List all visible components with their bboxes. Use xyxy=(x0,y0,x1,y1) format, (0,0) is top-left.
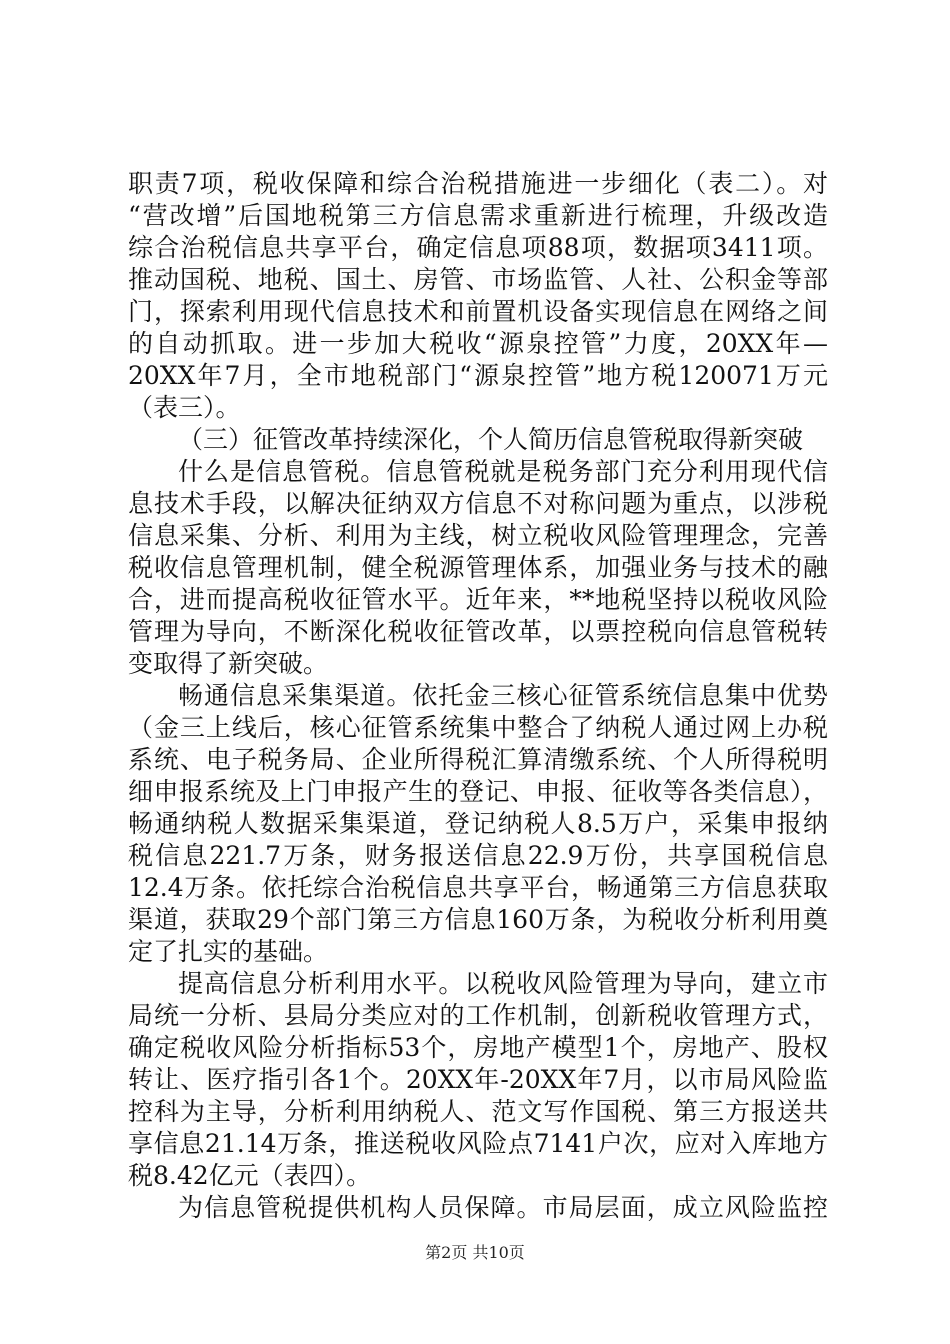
text-line: 12.4万条。依托综合治税信息共享平台，畅通第三方信息获取 xyxy=(128,873,828,902)
text-line: 细申报系统及上门申报产生的登记、申报、征收等各类信息）， xyxy=(128,777,828,806)
text-line: 为信息管税提供机构人员保障。市局层面，成立风险监控 xyxy=(178,1193,828,1222)
body-text xyxy=(128,168,828,1224)
text-line: 门，探索利用现代信息技术和前置机设备实现信息在网络之间 xyxy=(128,297,828,326)
text-line: 合，进而提高税收征管水平。近年来，**地税坚持以税收风险 xyxy=(128,585,828,614)
text-line: 系统、电子税务局、企业所得税汇算清缴系统、个人所得税明 xyxy=(128,745,828,774)
text-line: 转让、医疗指引各1个。20XX年-20XX年7月，以市局风险监 xyxy=(128,1065,828,1094)
text-line: 变取得了新突破。 xyxy=(128,649,329,678)
text-line: 渠道，获取29个部门第三方信息160万条，为税收分析利用奠 xyxy=(128,905,828,934)
text-line: “营改增”后国地税第三方信息需求重新进行梳理，升级改造 xyxy=(128,201,828,230)
text-line: 提高信息分析利用水平。以税收风险管理为导向，建立市 xyxy=(178,969,828,998)
text-line: 职责7项，税收保障和综合治税措施进一步细化（表二）。对 xyxy=(128,169,828,198)
page-footer: 第2页 共10页 xyxy=(425,1243,525,1262)
text-line: 息技术手段，以解决征纳双方信息不对称问题为重点，以涉税 xyxy=(128,489,828,518)
text-line: （金三上线后，核心征管系统集中整合了纳税人通过网上办税 xyxy=(128,713,828,742)
text-line: 定了扎实的基础。 xyxy=(128,937,329,966)
text-line: 信息采集、分析、利用为主线，树立税收风险管理理念，完善 xyxy=(128,521,828,550)
text-line: 享信息21.14万条，推送税收风险点7141户次，应对入库地方 xyxy=(128,1129,828,1158)
text-line: 控科为主导，分析利用纳税人、范文写作国税、第三方报送共 xyxy=(128,1097,828,1126)
text-line: 综合治税信息共享平台，确定信息项88项，数据项3411项。 xyxy=(128,233,828,262)
text-line: 税信息221.7万条，财务报送信息22.9万份，共享国税信息 xyxy=(128,841,828,870)
text-line: 推动国税、地税、国土、房管、市场监管、人社、公积金等部 xyxy=(128,265,828,294)
text-line: 税收信息管理机制，健全税源管理体系，加强业务与技术的融 xyxy=(128,553,828,582)
section-heading: （三）征管改革持续深化，个人简历信息管税取得新突破 xyxy=(178,425,804,454)
text-line: 畅通信息采集渠道。依托金三核心征管系统信息集中优势 xyxy=(178,681,828,710)
text-line: 局统一分析、县局分类应对的工作机制，创新税收管理方式， xyxy=(128,1001,828,1030)
text-line: 20XX年7月，全市地税部门“源泉控管”地方税120071万元 xyxy=(128,361,828,390)
text-line: 税8.42亿元（表四）。 xyxy=(128,1161,372,1190)
text-line: 畅通纳税人数据采集渠道，登记纳税人8.5万户，采集申报纳 xyxy=(128,809,828,838)
text-line: 什么是信息管税。信息管税就是税务部门充分利用现代信 xyxy=(178,457,828,486)
text-line: 确定税收风险分析指标53个，房地产模型1个，房地产、股权 xyxy=(128,1033,828,1062)
text-line: （表三）。 xyxy=(128,393,241,422)
text-line: 的自动抓取。进一步加大税收“源泉控管”力度，20XX年— xyxy=(128,329,828,358)
text-line: 管理为导向，不断深化税收征管改革，以票控税向信息管税转 xyxy=(128,617,828,646)
